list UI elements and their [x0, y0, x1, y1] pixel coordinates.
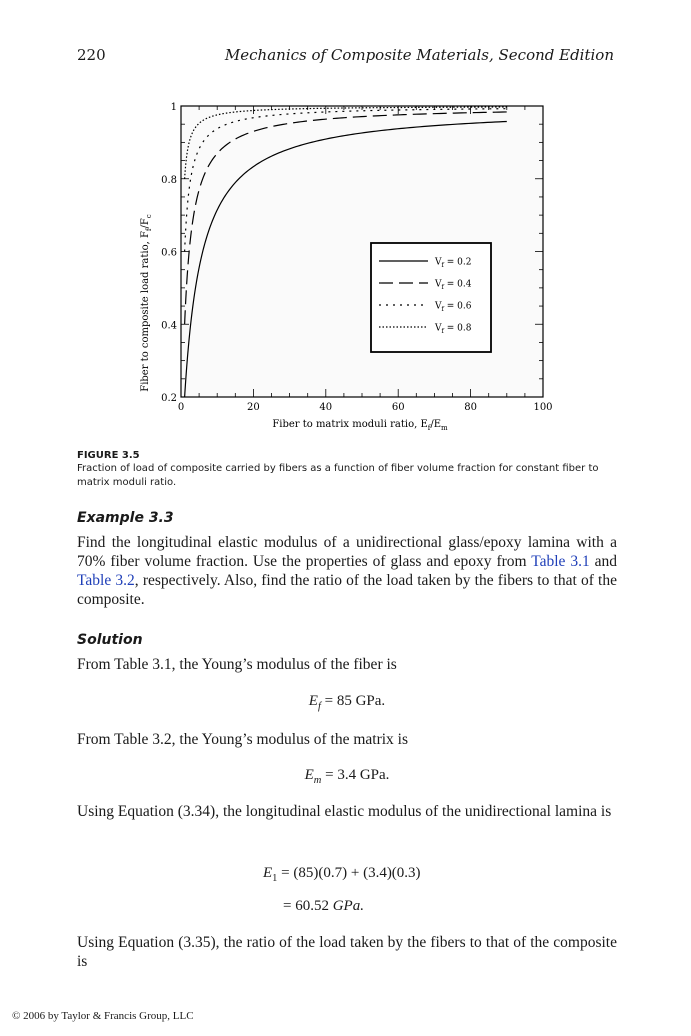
solution-paragraph-2: From Table 3.2, the Young’s modulus of the matrix is — [77, 731, 409, 748]
example-paragraph — [77, 533, 617, 609]
solution-paragraph-3: Using Equation (3.34), the longitudinal elastic modulus of the unidirectional lamina is — [77, 803, 612, 820]
example-heading: Example 3.3 — [77, 510, 174, 526]
equation-e1-line-1: $E_1 = (85)(0.7) + (3.4)(0.3)$ — [263, 865, 421, 884]
chart-legend — [371, 243, 491, 352]
example-text-1: Find the longitudinal elastic modulus of a unidirectional glass/epoxy lamina with a 70% fiber volume fraction. Use the properties of glass and epoxy from — [77, 534, 617, 570]
legend-label-vf-0.8: $V_f = 0.8$ — [435, 323, 472, 335]
x-tick-label: 20 — [247, 402, 260, 413]
example-text-3: , respectively. Also, find the ratio of the load taken by the fibers to that of the composite. — [77, 572, 617, 608]
equation-e1-unit: GPa. — [332, 898, 364, 914]
legend-box — [371, 243, 491, 352]
x-tick-label: 60 — [391, 402, 405, 413]
equation-ef-value: = 85 GPa. — [324, 693, 386, 709]
equation-ef: $E_f = 85$ GPa. — [308, 693, 386, 712]
figure-3-5-chart — [60, 98, 580, 448]
y-tick-label: 0.4 — [161, 320, 177, 332]
legend-label-vf-0.2: $V_f = 0.2$ — [435, 257, 472, 269]
copyright-footer: © 2006 by Taylor & Francis Group, LLC — [12, 1010, 194, 1022]
x-tick-label: 40 — [319, 402, 333, 413]
equation-em-value: = 3.4 GPa. — [325, 767, 390, 783]
equation-e1-expression: = (85)(0.7) + (3.4)(0.3) — [281, 865, 421, 881]
table-3-2-link[interactable]: Table 3.2 — [77, 572, 135, 589]
equation-e1-line-2 — [283, 898, 364, 915]
y-tick-label: 0.6 — [161, 247, 177, 259]
x-tick-label: 80 — [464, 402, 477, 413]
legend-label-vf-0.4: $V_f = 0.4$ — [435, 279, 472, 291]
running-header-title: Mechanics of Composite Materials, Second Edition — [224, 46, 614, 64]
figure-caption: Fraction of load of composite carried by fibers as a function of fiber volume fraction for constant fiber to matrix moduli ratio. — [77, 463, 599, 488]
solution-paragraph-4: Using Equation (3.35), the ratio of the load taken by the fibers to that of the composite is — [77, 934, 617, 970]
x-axis-label: Fiber to matrix moduli ratio, $E_f/E_m$ — [272, 419, 448, 432]
equation-e1-result: = 60.52 — [283, 898, 329, 914]
y-tick-label: 1 — [170, 102, 177, 113]
x-tick-label: 0 — [177, 402, 185, 413]
table-3-1-link[interactable]: Table 3.1 — [531, 553, 590, 570]
example-text-2: and — [589, 553, 617, 570]
equation-em: $E_m = 3.4$ GPa. — [304, 767, 390, 786]
page-number: 220 — [77, 46, 106, 64]
solution-heading: Solution — [77, 632, 143, 648]
plot-area — [161, 102, 552, 413]
y-tick-label: 0.8 — [161, 174, 177, 186]
y-tick-label: 0.2 — [161, 393, 177, 404]
y-axis-label: Fiber to composite load ratio, $F_f/F_c$ — [140, 214, 153, 392]
legend-label-vf-0.6: $V_f = 0.6$ — [435, 301, 472, 313]
figure-label: FIGURE 3.5 — [77, 450, 140, 461]
solution-paragraph-1: From Table 3.1, the Young’s modulus of the fiber is — [77, 656, 397, 673]
x-tick-label: 100 — [533, 402, 553, 413]
